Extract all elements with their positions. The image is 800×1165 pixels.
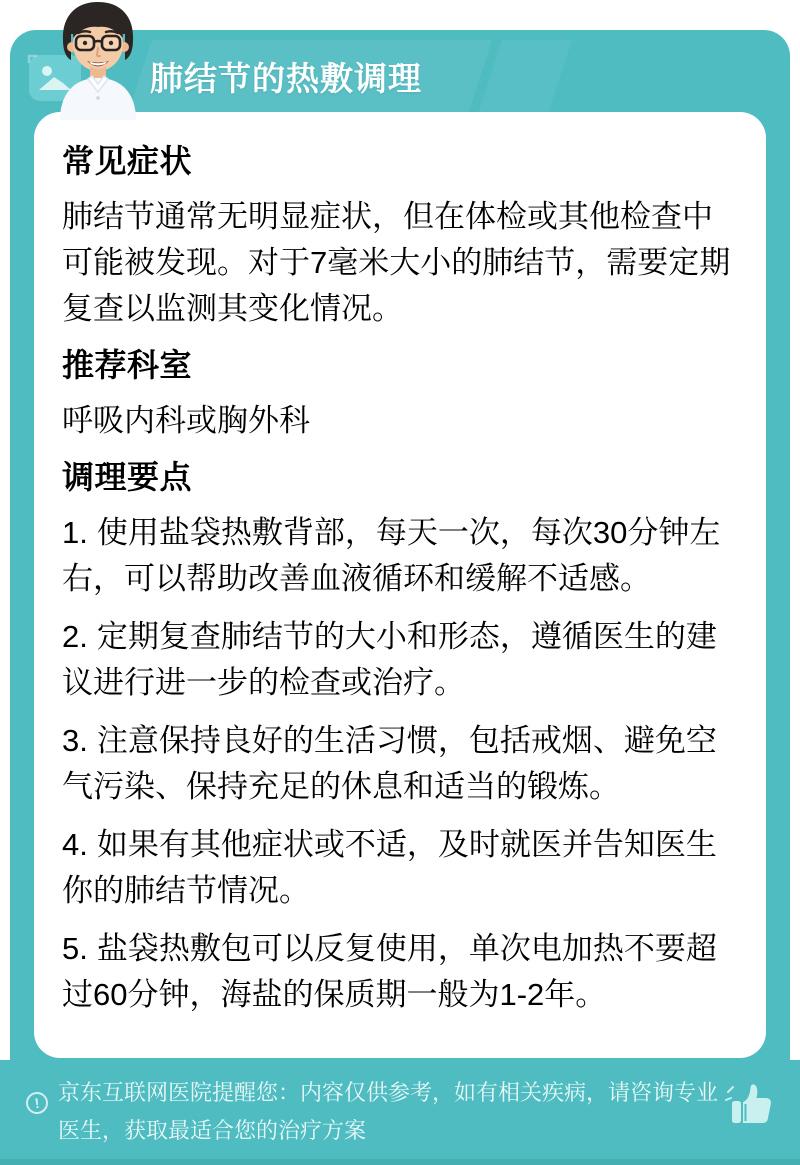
tip-text: 使用盐袋热敷背部，每天一次，每次30分钟左右，可以帮助改善血液循环和缓解不适感。 <box>62 515 721 596</box>
doctor-avatar <box>44 0 152 120</box>
tip-number: 1. <box>62 515 88 550</box>
tip-text: 注意保持良好的生活习惯，包括戒烟、避免空气污染、保持充足的休息和适当的锻炼。 <box>62 723 717 804</box>
content-card <box>34 112 766 1058</box>
tip-item-4 <box>62 822 738 914</box>
tip-item-5 <box>62 926 738 1018</box>
disclaimer-text: 京东互联网医院提醒您：内容仅供参考，如有相关疾病，请咨询专业医生，获取最适合您的治疗方案 <box>58 1080 719 1143</box>
tip-number: 4. <box>62 827 88 862</box>
tip-text: 盐袋热敷包可以反复使用，单次电加热不要超过60分钟，海盐的保质期一般为1-2年。 <box>62 931 717 1012</box>
header-sheen-small <box>478 40 572 114</box>
page-title: 肺结节的热敷调理 <box>150 60 422 97</box>
tip-item-1 <box>62 510 738 602</box>
alert-icon: ! <box>25 1091 50 1116</box>
footer <box>0 1060 800 1165</box>
tip-text: 定期复查肺结节的大小和形态，遵循医生的建议进行进一步的检查或治疗。 <box>62 619 717 700</box>
section-heading-symptoms: 常见症状 <box>62 143 193 179</box>
section-heading-department: 推荐科室 <box>62 347 193 383</box>
symptoms-text: 肺结节通常无明显症状，但在体检或其他检查中可能被发现。对于7毫米大小的肺结节，需要定期复查以监测其变化情况。 <box>62 199 731 326</box>
tip-number: 3. <box>62 723 88 758</box>
department-text: 呼吸内科或胸外科 <box>62 403 310 438</box>
tip-number: 2. <box>62 619 88 654</box>
tip-number: 5. <box>62 931 88 966</box>
section-heading-tips: 调理要点 <box>62 459 193 495</box>
tip-text: 如果有其他症状或不适，及时就医并告知医生你的肺结节情况。 <box>62 827 717 908</box>
tip-item-2 <box>62 614 738 706</box>
tip-item-3 <box>62 718 738 810</box>
thumbs-up-icon[interactable] <box>722 1078 778 1134</box>
